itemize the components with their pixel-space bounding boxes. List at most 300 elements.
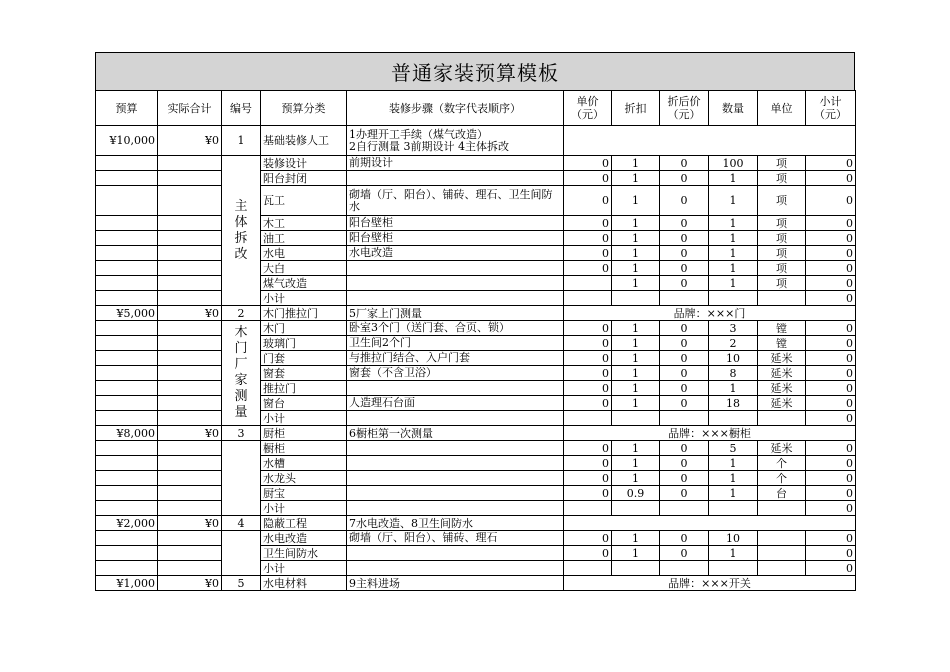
actual-total-cell[interactable] bbox=[158, 471, 222, 486]
item-number-cell[interactable]: 4 bbox=[222, 516, 261, 531]
discounted-price-cell[interactable]: 0 bbox=[660, 216, 709, 231]
budget-cell[interactable] bbox=[96, 171, 158, 186]
budget-cell[interactable] bbox=[96, 381, 158, 396]
quantity-cell[interactable]: 10 bbox=[709, 531, 758, 546]
unit-cell[interactable]: 项 bbox=[758, 261, 806, 276]
item-row bbox=[96, 261, 856, 276]
budget-cell[interactable]: ¥2,000 bbox=[96, 516, 158, 531]
quantity-cell[interactable]: 1 bbox=[709, 546, 758, 561]
brand-cell[interactable]: 品牌：×××门 bbox=[564, 306, 856, 321]
item-name-cell[interactable]: 水电 bbox=[261, 246, 347, 261]
item-step-cell[interactable]: 水电改造 bbox=[347, 246, 564, 261]
unit-cell[interactable] bbox=[758, 531, 806, 546]
discounted-price-cell[interactable]: 0 bbox=[660, 231, 709, 246]
item-row bbox=[96, 321, 856, 336]
item-name-cell[interactable]: 木工 bbox=[261, 216, 347, 231]
subtotal-cell[interactable]: 0 bbox=[806, 561, 856, 576]
unit-price-cell[interactable]: 0 bbox=[564, 321, 612, 336]
category-cell[interactable]: 基础装修人工 bbox=[261, 126, 347, 156]
unit-cell[interactable]: 项 bbox=[758, 186, 806, 216]
unit-price-cell[interactable] bbox=[564, 561, 612, 576]
discounted-price-cell[interactable]: 0 bbox=[660, 366, 709, 381]
budget-cell[interactable] bbox=[96, 156, 158, 171]
discounted-price-cell[interactable]: 0 bbox=[660, 396, 709, 411]
item-step-cell[interactable]: 卫生间2个门 bbox=[347, 336, 564, 351]
actual-total-cell[interactable] bbox=[158, 351, 222, 366]
subtotal-cell[interactable]: 0 bbox=[806, 246, 856, 261]
budget-cell[interactable] bbox=[96, 486, 158, 501]
item-name-cell[interactable]: 窗台 bbox=[261, 396, 347, 411]
item-step-cell[interactable] bbox=[347, 471, 564, 486]
unit-price-cell[interactable]: 0 bbox=[564, 366, 612, 381]
budget-cell[interactable] bbox=[96, 471, 158, 486]
unit-cell[interactable]: 项 bbox=[758, 171, 806, 186]
unit-cell[interactable]: 台 bbox=[758, 486, 806, 501]
budget-cell[interactable] bbox=[96, 396, 158, 411]
steps-cell[interactable]: 9主料进场 bbox=[347, 576, 564, 591]
item-name-cell[interactable]: 装修设计 bbox=[261, 156, 347, 171]
actual-total-cell[interactable] bbox=[158, 366, 222, 381]
discounted-price-cell[interactable]: 0 bbox=[660, 156, 709, 171]
item-number-cell[interactable]: 2 bbox=[222, 306, 261, 321]
budget-cell[interactable]: ¥8,000 bbox=[96, 426, 158, 441]
subtotal-cell[interactable]: 0 bbox=[806, 456, 856, 471]
item-step-cell[interactable] bbox=[347, 276, 564, 291]
actual-total-cell[interactable]: ¥0 bbox=[158, 426, 222, 441]
actual-total-cell[interactable] bbox=[158, 321, 222, 336]
actual-total-cell[interactable] bbox=[158, 531, 222, 546]
discounted-price-cell[interactable] bbox=[660, 501, 709, 516]
column-header: 实际合计 bbox=[158, 91, 222, 126]
budget-cell[interactable] bbox=[96, 186, 158, 216]
quantity-cell[interactable] bbox=[709, 561, 758, 576]
subtotal-cell[interactable]: 0 bbox=[806, 336, 856, 351]
subtotal-cell[interactable]: 0 bbox=[806, 321, 856, 336]
subtotal-cell[interactable]: 0 bbox=[806, 216, 856, 231]
budget-cell[interactable] bbox=[96, 231, 158, 246]
item-step-cell[interactable]: 砌墙（厅、阳台）、铺砖、理石、卫生间防水 bbox=[347, 186, 564, 216]
budget-cell[interactable] bbox=[96, 321, 158, 336]
actual-total-cell[interactable] bbox=[158, 246, 222, 261]
actual-total-cell[interactable] bbox=[158, 546, 222, 561]
steps-cell[interactable]: 7水电改造、8卫生间防水 bbox=[347, 516, 564, 531]
budget-cell[interactable] bbox=[96, 261, 158, 276]
item-name-cell[interactable]: 窗套 bbox=[261, 366, 347, 381]
discount-cell[interactable]: 1 bbox=[612, 351, 660, 366]
item-name-cell[interactable]: 厨宝 bbox=[261, 486, 347, 501]
item-name-cell[interactable]: 小计 bbox=[261, 501, 347, 516]
category-cell[interactable]: 厨柜 bbox=[261, 426, 347, 441]
unit-price-cell[interactable]: 0 bbox=[564, 231, 612, 246]
actual-total-cell[interactable] bbox=[158, 381, 222, 396]
budget-cell[interactable] bbox=[96, 456, 158, 471]
item-name-cell[interactable]: 卫生间防水 bbox=[261, 546, 347, 561]
unit-price-cell[interactable]: 0 bbox=[564, 546, 612, 561]
unit-price-cell[interactable]: 0 bbox=[564, 351, 612, 366]
actual-total-cell[interactable]: ¥0 bbox=[158, 576, 222, 591]
item-step-cell[interactable] bbox=[347, 486, 564, 501]
discount-cell[interactable] bbox=[612, 291, 660, 306]
discounted-price-cell[interactable]: 0 bbox=[660, 441, 709, 456]
discount-cell[interactable]: 1 bbox=[612, 471, 660, 486]
unit-price-cell[interactable]: 0 bbox=[564, 261, 612, 276]
quantity-cell[interactable]: 1 bbox=[709, 486, 758, 501]
item-step-cell[interactable]: 卧室3个门（送门套、合页、锁） bbox=[347, 321, 564, 336]
actual-total-cell[interactable] bbox=[158, 561, 222, 576]
actual-total-cell[interactable]: ¥0 bbox=[158, 126, 222, 156]
budget-cell[interactable]: ¥10,000 bbox=[96, 126, 158, 156]
category-cell[interactable]: 隐蔽工程 bbox=[261, 516, 347, 531]
item-name-cell[interactable]: 水电改造 bbox=[261, 531, 347, 546]
budget-cell[interactable] bbox=[96, 441, 158, 456]
column-header: 预算分类 bbox=[261, 91, 347, 126]
quantity-cell[interactable] bbox=[709, 411, 758, 426]
item-step-cell[interactable] bbox=[347, 261, 564, 276]
item-row bbox=[96, 171, 856, 186]
item-name-cell[interactable]: 阳台封闭 bbox=[261, 171, 347, 186]
subtotal-cell[interactable]: 0 bbox=[806, 546, 856, 561]
item-number-cell[interactable]: 3 bbox=[222, 426, 261, 441]
item-step-cell[interactable]: 窗套（不含卫浴） bbox=[347, 366, 564, 381]
budget-cell[interactable] bbox=[96, 336, 158, 351]
sheet-title: 普通家装预算模板 bbox=[95, 52, 855, 90]
unit-cell[interactable]: 延米 bbox=[758, 366, 806, 381]
unit-cell[interactable] bbox=[758, 411, 806, 426]
actual-total-cell[interactable] bbox=[158, 216, 222, 231]
discounted-price-cell[interactable]: 0 bbox=[660, 381, 709, 396]
unit-cell[interactable] bbox=[758, 561, 806, 576]
item-step-cell[interactable] bbox=[347, 291, 564, 306]
budget-cell[interactable] bbox=[96, 531, 158, 546]
column-header: 单位 bbox=[758, 91, 806, 126]
actual-total-cell[interactable] bbox=[158, 156, 222, 171]
brand-cell[interactable] bbox=[564, 126, 856, 156]
subtotal-cell[interactable]: 0 bbox=[806, 366, 856, 381]
item-name-cell[interactable]: 油工 bbox=[261, 231, 347, 246]
brand-cell[interactable] bbox=[564, 516, 856, 531]
discount-cell[interactable]: 1 bbox=[612, 246, 660, 261]
subtotal-cell[interactable]: 0 bbox=[806, 276, 856, 291]
brand-cell[interactable]: 品牌：×××橱柜 bbox=[564, 426, 856, 441]
quantity-cell[interactable]: 8 bbox=[709, 366, 758, 381]
actual-total-cell[interactable] bbox=[158, 441, 222, 456]
item-step-cell[interactable] bbox=[347, 501, 564, 516]
actual-total-cell[interactable] bbox=[158, 171, 222, 186]
unit-price-cell[interactable]: 0 bbox=[564, 246, 612, 261]
item-row bbox=[96, 276, 856, 291]
discount-cell[interactable]: 1 bbox=[612, 186, 660, 216]
subtotal-cell[interactable]: 0 bbox=[806, 156, 856, 171]
quantity-cell[interactable]: 3 bbox=[709, 321, 758, 336]
item-number-cell[interactable]: 5 bbox=[222, 576, 261, 591]
item-step-cell[interactable] bbox=[347, 381, 564, 396]
item-name-cell[interactable]: 小计 bbox=[261, 411, 347, 426]
actual-total-cell[interactable]: ¥0 bbox=[158, 306, 222, 321]
discount-cell[interactable]: 1 bbox=[612, 456, 660, 471]
unit-price-cell[interactable]: 0 bbox=[564, 156, 612, 171]
item-name-cell[interactable]: 煤气改造 bbox=[261, 276, 347, 291]
budget-cell[interactable] bbox=[96, 561, 158, 576]
unit-price-cell[interactable]: 0 bbox=[564, 336, 612, 351]
unit-cell[interactable]: 项 bbox=[758, 276, 806, 291]
discounted-price-cell[interactable]: 0 bbox=[660, 321, 709, 336]
item-row bbox=[96, 486, 856, 501]
budget-cell[interactable] bbox=[96, 216, 158, 231]
budget-cell[interactable] bbox=[96, 501, 158, 516]
item-row bbox=[96, 546, 856, 561]
discounted-price-cell[interactable]: 0 bbox=[660, 486, 709, 501]
item-step-cell[interactable]: 砌墙（厅、阳台）、铺砖、理石 bbox=[347, 531, 564, 546]
unit-price-cell[interactable] bbox=[564, 411, 612, 426]
item-number-cell[interactable]: 1 bbox=[222, 126, 261, 156]
discount-cell[interactable]: 1 bbox=[612, 321, 660, 336]
unit-price-cell[interactable]: 0 bbox=[564, 186, 612, 216]
item-name-cell[interactable]: 门套 bbox=[261, 351, 347, 366]
quantity-cell[interactable]: 1 bbox=[709, 471, 758, 486]
unit-price-cell[interactable] bbox=[564, 291, 612, 306]
unit-cell[interactable]: 个 bbox=[758, 456, 806, 471]
unit-cell[interactable] bbox=[758, 291, 806, 306]
actual-total-cell[interactable] bbox=[158, 486, 222, 501]
item-row bbox=[96, 291, 856, 306]
item-row bbox=[96, 366, 856, 381]
unit-price-cell[interactable]: 0 bbox=[564, 531, 612, 546]
unit-price-cell[interactable]: 0 bbox=[564, 471, 612, 486]
item-step-cell[interactable] bbox=[347, 411, 564, 426]
actual-total-cell[interactable] bbox=[158, 276, 222, 291]
budget-cell[interactable] bbox=[96, 246, 158, 261]
unit-price-cell[interactable]: 0 bbox=[564, 441, 612, 456]
unit-price-cell[interactable]: 0 bbox=[564, 216, 612, 231]
discount-cell[interactable]: 1 bbox=[612, 336, 660, 351]
budget-cell[interactable] bbox=[96, 546, 158, 561]
unit-price-cell[interactable]: 0 bbox=[564, 171, 612, 186]
unit-cell[interactable]: 延米 bbox=[758, 396, 806, 411]
actual-total-cell[interactable] bbox=[158, 231, 222, 246]
actual-total-cell[interactable] bbox=[158, 411, 222, 426]
unit-price-cell[interactable]: 0 bbox=[564, 381, 612, 396]
subtotal-cell[interactable]: 0 bbox=[806, 441, 856, 456]
actual-total-cell[interactable] bbox=[158, 186, 222, 216]
item-row bbox=[96, 471, 856, 486]
quantity-cell[interactable]: 100 bbox=[709, 156, 758, 171]
quantity-cell[interactable]: 1 bbox=[709, 246, 758, 261]
subtotal-cell[interactable]: 0 bbox=[806, 396, 856, 411]
unit-cell[interactable]: 镗 bbox=[758, 336, 806, 351]
quantity-cell[interactable]: 1 bbox=[709, 171, 758, 186]
unit-price-cell[interactable]: 0 bbox=[564, 396, 612, 411]
quantity-cell[interactable]: 2 bbox=[709, 336, 758, 351]
discounted-price-cell[interactable]: 0 bbox=[660, 276, 709, 291]
discount-cell[interactable]: 1 bbox=[612, 276, 660, 291]
discount-cell[interactable]: 1 bbox=[612, 231, 660, 246]
discounted-price-cell[interactable]: 0 bbox=[660, 531, 709, 546]
quantity-cell[interactable]: 10 bbox=[709, 351, 758, 366]
discounted-price-cell[interactable] bbox=[660, 291, 709, 306]
subtotal-cell[interactable]: 0 bbox=[806, 186, 856, 216]
discount-cell[interactable]: 1 bbox=[612, 216, 660, 231]
item-name-cell[interactable]: 小计 bbox=[261, 291, 347, 306]
item-step-cell[interactable] bbox=[347, 171, 564, 186]
quantity-cell[interactable]: 1 bbox=[709, 276, 758, 291]
quantity-cell[interactable]: 1 bbox=[709, 216, 758, 231]
unit-cell[interactable]: 延米 bbox=[758, 351, 806, 366]
subtotal-cell[interactable]: 0 bbox=[806, 471, 856, 486]
item-row bbox=[96, 351, 856, 366]
item-step-cell[interactable]: 前期设计 bbox=[347, 156, 564, 171]
column-header: 装修步骤（数字代表顺序） bbox=[347, 91, 564, 126]
unit-cell[interactable]: 个 bbox=[758, 471, 806, 486]
item-name-cell[interactable]: 推拉门 bbox=[261, 381, 347, 396]
section-row bbox=[96, 516, 856, 531]
item-name-cell[interactable]: 木门 bbox=[261, 321, 347, 336]
item-name-cell[interactable]: 大白 bbox=[261, 261, 347, 276]
item-step-cell[interactable]: 阳台壁柜 bbox=[347, 216, 564, 231]
category-cell[interactable]: 水电材料 bbox=[261, 576, 347, 591]
unit-price-cell[interactable]: 0 bbox=[564, 486, 612, 501]
actual-total-cell[interactable] bbox=[158, 291, 222, 306]
subtotal-cell[interactable]: 0 bbox=[806, 411, 856, 426]
budget-cell[interactable] bbox=[96, 411, 158, 426]
item-step-cell[interactable]: 人造理石台面 bbox=[347, 396, 564, 411]
item-row bbox=[96, 531, 856, 546]
budget-cell[interactable] bbox=[96, 351, 158, 366]
discount-cell[interactable]: 1 bbox=[612, 381, 660, 396]
discount-cell[interactable]: 1 bbox=[612, 261, 660, 276]
discount-cell[interactable]: 1 bbox=[612, 531, 660, 546]
unit-cell[interactable]: 项 bbox=[758, 246, 806, 261]
discounted-price-cell[interactable]: 0 bbox=[660, 246, 709, 261]
item-step-cell[interactable]: 与推拉门结合、入户门套 bbox=[347, 351, 564, 366]
unit-cell[interactable]: 延米 bbox=[758, 441, 806, 456]
item-row bbox=[96, 561, 856, 576]
actual-total-cell[interactable] bbox=[158, 261, 222, 276]
column-header: 小计 （元） bbox=[806, 91, 856, 126]
item-step-cell[interactable] bbox=[347, 561, 564, 576]
subtotal-cell[interactable]: 0 bbox=[806, 351, 856, 366]
item-row bbox=[96, 216, 856, 231]
column-header: 预算 bbox=[96, 91, 158, 126]
header-row bbox=[96, 91, 856, 126]
discount-cell[interactable]: 1 bbox=[612, 171, 660, 186]
item-name-cell[interactable]: 橱柜 bbox=[261, 441, 347, 456]
item-name-cell[interactable]: 玻璃门 bbox=[261, 336, 347, 351]
budget-cell[interactable]: ¥5,000 bbox=[96, 306, 158, 321]
quantity-cell[interactable]: 1 bbox=[709, 186, 758, 216]
unit-price-cell[interactable]: 0 bbox=[564, 456, 612, 471]
discounted-price-cell[interactable] bbox=[660, 561, 709, 576]
subtotal-cell[interactable]: 0 bbox=[806, 171, 856, 186]
steps-cell[interactable]: 1办理开工手续（煤气改造） 2自行测量 3前期设计 4主体拆改 bbox=[347, 126, 564, 156]
discount-cell[interactable]: 1 bbox=[612, 156, 660, 171]
budget-cell[interactable] bbox=[96, 366, 158, 381]
subtotal-cell[interactable]: 0 bbox=[806, 291, 856, 306]
subtotal-cell[interactable]: 0 bbox=[806, 261, 856, 276]
item-name-cell[interactable]: 水龙头 bbox=[261, 471, 347, 486]
discount-cell[interactable] bbox=[612, 411, 660, 426]
quantity-cell[interactable]: 5 bbox=[709, 441, 758, 456]
steps-cell[interactable]: 6橱柜第一次测量 bbox=[347, 426, 564, 441]
unit-cell[interactable]: 延米 bbox=[758, 381, 806, 396]
discount-cell[interactable]: 1 bbox=[612, 441, 660, 456]
section-row bbox=[96, 306, 856, 321]
column-header: 编号 bbox=[222, 91, 261, 126]
discounted-price-cell[interactable]: 0 bbox=[660, 351, 709, 366]
actual-total-cell[interactable] bbox=[158, 456, 222, 471]
subtotal-cell[interactable]: 0 bbox=[806, 531, 856, 546]
column-header: 折后价 （元） bbox=[660, 91, 709, 126]
unit-price-cell[interactable] bbox=[564, 501, 612, 516]
item-step-cell[interactable] bbox=[347, 546, 564, 561]
discounted-price-cell[interactable]: 0 bbox=[660, 471, 709, 486]
steps-cell[interactable]: 5厂家上门测量 bbox=[347, 306, 564, 321]
unit-cell[interactable] bbox=[758, 501, 806, 516]
item-row bbox=[96, 231, 856, 246]
actual-total-cell[interactable] bbox=[158, 336, 222, 351]
budget-cell[interactable] bbox=[96, 291, 158, 306]
subtotal-cell[interactable]: 0 bbox=[806, 231, 856, 246]
subtotal-cell[interactable]: 0 bbox=[806, 501, 856, 516]
quantity-cell[interactable] bbox=[709, 291, 758, 306]
quantity-cell[interactable]: 1 bbox=[709, 381, 758, 396]
discounted-price-cell[interactable]: 0 bbox=[660, 546, 709, 561]
item-row bbox=[96, 186, 856, 216]
unit-cell[interactable] bbox=[758, 546, 806, 561]
budget-cell[interactable]: ¥1,000 bbox=[96, 576, 158, 591]
actual-total-cell[interactable] bbox=[158, 501, 222, 516]
actual-total-cell[interactable]: ¥0 bbox=[158, 516, 222, 531]
discount-cell[interactable] bbox=[612, 501, 660, 516]
actual-total-cell[interactable] bbox=[158, 396, 222, 411]
discounted-price-cell[interactable]: 0 bbox=[660, 186, 709, 216]
unit-price-cell[interactable] bbox=[564, 276, 612, 291]
category-cell[interactable]: 木门推拉门 bbox=[261, 306, 347, 321]
item-name-cell[interactable]: 水槽 bbox=[261, 456, 347, 471]
unit-cell[interactable]: 镗 bbox=[758, 321, 806, 336]
quantity-cell[interactable]: 18 bbox=[709, 396, 758, 411]
item-row bbox=[96, 246, 856, 261]
discount-cell[interactable]: 1 bbox=[612, 366, 660, 381]
subtotal-cell[interactable]: 0 bbox=[806, 381, 856, 396]
item-step-cell[interactable] bbox=[347, 441, 564, 456]
budget-cell[interactable] bbox=[96, 276, 158, 291]
quantity-cell[interactable]: 1 bbox=[709, 231, 758, 246]
quantity-cell[interactable]: 1 bbox=[709, 261, 758, 276]
unit-cell[interactable]: 项 bbox=[758, 156, 806, 171]
item-step-cell[interactable]: 阳台壁柜 bbox=[347, 231, 564, 246]
unit-cell[interactable]: 项 bbox=[758, 216, 806, 231]
discount-cell[interactable] bbox=[612, 561, 660, 576]
discounted-price-cell[interactable] bbox=[660, 411, 709, 426]
section-row bbox=[96, 126, 856, 156]
item-name-cell[interactable]: 小计 bbox=[261, 561, 347, 576]
subtotal-cell[interactable]: 0 bbox=[806, 486, 856, 501]
quantity-cell[interactable] bbox=[709, 501, 758, 516]
budget-table bbox=[95, 90, 856, 591]
item-name-cell[interactable]: 瓦工 bbox=[261, 186, 347, 216]
discount-cell[interactable]: 1 bbox=[612, 396, 660, 411]
discount-cell[interactable]: 1 bbox=[612, 546, 660, 561]
discount-cell[interactable]: 0.9 bbox=[612, 486, 660, 501]
discounted-price-cell[interactable]: 0 bbox=[660, 261, 709, 276]
discounted-price-cell[interactable]: 0 bbox=[660, 456, 709, 471]
item-step-cell[interactable] bbox=[347, 456, 564, 471]
unit-cell[interactable]: 项 bbox=[758, 231, 806, 246]
quantity-cell[interactable]: 1 bbox=[709, 456, 758, 471]
discounted-price-cell[interactable]: 0 bbox=[660, 171, 709, 186]
brand-cell[interactable]: 品牌：×××开关 bbox=[564, 576, 856, 591]
discounted-price-cell[interactable]: 0 bbox=[660, 336, 709, 351]
